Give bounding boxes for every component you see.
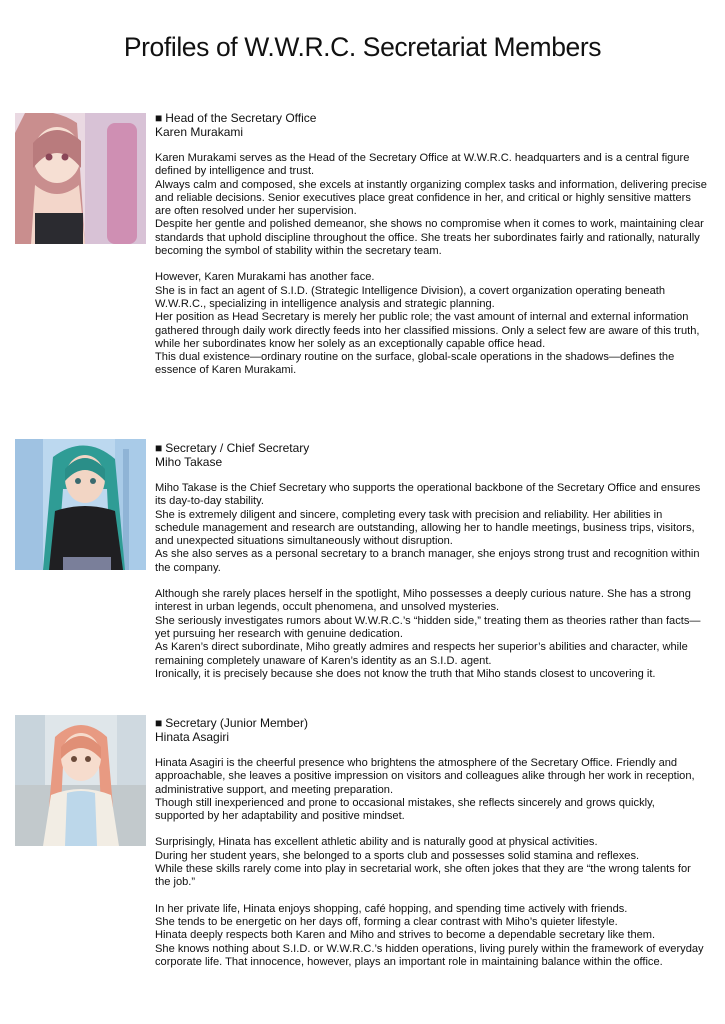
square-bullet-icon: ■: [155, 441, 163, 455]
member-name: Karen Murakami: [155, 125, 244, 139]
paragraph-line: She tends to be energetic on her days off, forming a clear contrast with Miho’s quieter lifestyle.: [155, 915, 618, 928]
paragraph: [155, 903, 707, 969]
member-name: Miho Takase: [155, 455, 223, 469]
paragraph-line: In her private life, Hinata enjoys shopping, café hopping, and spending time actively with friends.: [155, 902, 628, 915]
paragraph-line: Always calm and composed, she excels at instantly organizing complex tasks and information, delivering precise and reliable decisions. Senior executives place great confidence in her, and critical or highly sensitive matters are often resolved under her supervision.: [155, 178, 707, 218]
member-name: Hinata Asagiri: [155, 730, 230, 744]
paragraph-line: She is in fact an agent of S.I.D. (Strategic Intelligence Division), a covert organization operating beneath W.W.R.C., specializing in intelligence analysis and strategic planning.: [155, 284, 665, 310]
paragraph-line: Miho Takase is the Chief Secretary who supports the operational backbone of the Secretary Office and ensures its day-to-day stability.: [155, 482, 701, 508]
square-bullet-icon: ■: [155, 716, 163, 730]
paragraph-line: However, Karen Murakami has another face.: [155, 271, 375, 284]
profile-text: [155, 441, 707, 694]
paragraph: [155, 482, 707, 575]
paragraph-line: Her position as Head Secretary is merely her public role; the vast amount of internal and external information gathered through daily work directly feeds into her classified missions. Only a select few are aware of this truth, while her subordinates know her solely as an exceptionally capable office head.: [155, 311, 700, 350]
paragraph: [155, 588, 707, 681]
paragraph: [155, 836, 707, 889]
paragraph-line: She knows nothing about S.I.D. or W.W.R.C.’s hidden operations, living purely within the framework of everyday corporate life. That innocence, however, plays an important role in maintaining balance within the office.: [155, 942, 704, 968]
role-heading: [155, 716, 707, 730]
paragraph-line: This dual existence—ordinary routine on the surface, global-scale operations in the shadows—defines the essence of Karen Murakami.: [155, 351, 675, 377]
role-label: Secretary / Chief Secretary: [165, 441, 310, 455]
paragraph-line: Despite her gentle and polished demeanor, she shows no compromise when it comes to work, maintaining clear standards that uphold discipline throughout the office. She treats her subordinates fairly and rationally, naturally becoming the symbol of stability within the secretary team.: [155, 218, 704, 258]
paragraph: [155, 757, 707, 823]
paragraph: [155, 271, 707, 377]
role-label: Secretary (Junior Member): [165, 716, 308, 730]
paragraph-line: Hinata Asagiri is the cheerful presence who brightens the atmosphere of the Secretary Office. Friendly and approachable, she leaves a positive impression on visitors and colleagues alike through her work in reception, administrative support, and meeting preparation.: [155, 757, 695, 796]
paragraph-line: Karen Murakami serves as the Head of the Secretary Office at W.W.R.C. headquarters and is a central figure defined by intelligence and trust.: [155, 152, 690, 178]
portrait-image: [15, 439, 146, 570]
profile-text: [155, 716, 707, 982]
paragraph-line: As Karen’s direct subordinate, Miho greatly admires and respects her superior’s abilities and character, while remaining completely unaware of Karen’s identity as an S.I.D. agent.: [155, 641, 688, 667]
paragraph-line: During her student years, she belonged to a sports club and possesses solid stamina and reflexes.: [155, 849, 640, 862]
paragraph-line: She seriously investigates rumors about W.W.R.C.’s “hidden side,” treating them as theories rather than facts—yet pursuing her research with genuine dedication.: [155, 614, 701, 640]
paragraph-line: Surprisingly, Hinata has excellent athletic ability and is naturally good at physical activities.: [155, 836, 598, 849]
paragraph: [155, 152, 707, 258]
paragraph-line: Although she rarely places herself in the spotlight, Miho possesses a deeply curious nature. She has a strong interest in urban legends, occult phenomena, and unsolved mysteries.: [155, 588, 691, 614]
portrait-image: [15, 113, 146, 244]
role-heading: [155, 111, 707, 125]
page-title: Profiles of W.W.R.C. Secretariat Members: [123, 32, 602, 62]
square-bullet-icon: ■: [155, 111, 163, 125]
role-heading: [155, 441, 707, 455]
paragraph-line: Hinata deeply respects both Karen and Miho and strives to become a dependable secretary like them.: [155, 929, 656, 942]
paragraph-line: As she also serves as a personal secretary to a branch manager, she enjoys strong trust and recognition within the company.: [155, 548, 700, 574]
role-label: Head of the Secretary Office: [165, 111, 317, 125]
paragraph-line: While these skills rarely come into play in secretarial work, she often jokes that they are “the wrong talents for the job.”: [155, 863, 691, 889]
paragraph-line: Ironically, it is precisely because she does not know the truth that Miho stands closest to uncovering it.: [155, 667, 656, 680]
paragraph-line: She is extremely diligent and sincere, completing every task with precision and reliability. Her abilities in schedule management and research are outstanding, allowing her to handle meetings, business trips, visitors, and unexpected situations simultaneously without disruption.: [155, 508, 695, 548]
profile-text: [155, 111, 707, 391]
portrait-image: [15, 715, 146, 846]
paragraph-line: Though still inexperienced and prone to occasional mistakes, she reflects sincerely and grows quickly, supported by her adaptability and positive mindset.: [155, 796, 655, 823]
